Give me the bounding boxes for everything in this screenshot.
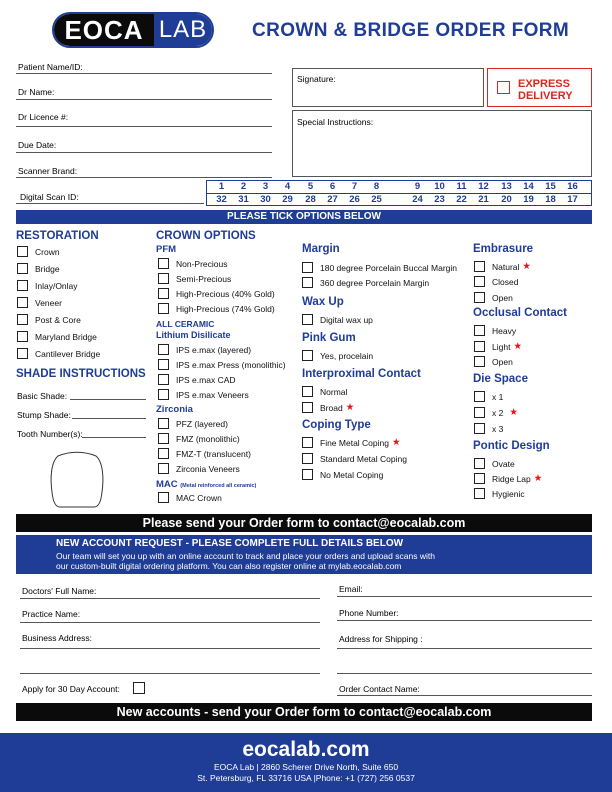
tooth-number: 24 — [412, 194, 423, 205]
lithium-option[interactable]: IPS e.max CAD — [158, 374, 236, 385]
restoration-option[interactable]: Cantilever Bridge — [17, 348, 100, 359]
restoration-option[interactable]: Veneer — [17, 297, 62, 308]
business-address-field-2[interactable] — [20, 673, 320, 674]
tooth-number: 20 — [501, 194, 512, 205]
new-accounts-send-bar: New accounts - send your Order form to contact@eocalab.com — [16, 703, 592, 721]
crown-options-heading: CROWN OPTIONS — [156, 230, 256, 242]
basic-shade-label: Basic Shade: — [17, 391, 68, 401]
tooth-number: 26 — [349, 194, 360, 205]
logo-lab-text: LAB — [154, 14, 212, 46]
tooth-number: 22 — [456, 194, 467, 205]
checkbox[interactable] — [17, 348, 28, 359]
checkbox[interactable] — [302, 277, 313, 288]
stump-shade-label: Stump Shade: — [17, 410, 71, 420]
occlusal-option[interactable]: Open — [474, 356, 513, 367]
checkbox[interactable] — [158, 359, 169, 370]
checkbox[interactable] — [474, 391, 485, 402]
coping-type-heading: Coping Type — [302, 419, 371, 431]
checkbox[interactable] — [158, 389, 169, 400]
checkbox[interactable] — [302, 262, 313, 273]
embrasure-option[interactable]: Open — [474, 292, 513, 303]
tooth-number-chart — [206, 180, 592, 206]
scanner-brand-label: Scanner Brand: — [18, 166, 78, 176]
coping-option[interactable]: No Metal Coping — [302, 469, 383, 480]
star-icon: ★ — [345, 402, 355, 413]
new-account-text-2: our custom-built digital ordering platform. You can also register online at mylab.eocalab.com — [56, 561, 402, 571]
express-label: EXPRESS — [518, 78, 570, 90]
tooth-number: 11 — [456, 181, 467, 192]
checkbox[interactable] — [474, 276, 485, 287]
checkbox[interactable] — [158, 258, 169, 269]
tooth-number: 30 — [260, 194, 271, 205]
new-account-banner — [16, 535, 592, 574]
interproximal-option[interactable]: Normal — [302, 386, 347, 397]
zirconia-subheading: Zirconia — [156, 404, 193, 415]
restoration-option[interactable]: Inlay/Onlay — [17, 280, 78, 291]
star-icon: ★ — [522, 261, 531, 272]
mac-note: (Metal reinforced all ceramic) — [180, 483, 257, 489]
express-delivery-box[interactable] — [487, 68, 592, 107]
tooth-outline-icon — [48, 450, 106, 510]
tooth-number: 4 — [284, 181, 291, 192]
wax-up-heading: Wax Up — [302, 296, 344, 308]
margin-option[interactable]: 180 degree Porcelain Buccal Margin — [302, 262, 457, 273]
tooth-number: 9 — [414, 181, 421, 192]
practice-name-label: Practice Name: — [22, 609, 81, 619]
checkbox[interactable] — [302, 453, 313, 464]
tooth-number: 13 — [501, 181, 512, 192]
die-space-option[interactable]: x 3 — [474, 423, 503, 434]
checkbox[interactable] — [474, 423, 485, 434]
zirconia-option[interactable]: FMZ (monolithic) — [158, 433, 240, 444]
tooth-number: 7 — [351, 181, 358, 192]
checkbox[interactable] — [302, 386, 313, 397]
restoration-option[interactable]: Crown — [17, 246, 60, 257]
tooth-number: 21 — [478, 194, 489, 205]
tooth-number: 6 — [329, 181, 336, 192]
tooth-number: 23 — [434, 194, 445, 205]
zirconia-option[interactable]: FMZ-T (translucent) — [158, 448, 251, 459]
checkbox[interactable] — [474, 292, 485, 303]
patient-name-field[interactable] — [16, 73, 272, 74]
lithium-option[interactable]: IPS e.max (layered) — [158, 344, 251, 355]
tooth-number: 32 — [216, 194, 227, 205]
lithium-option[interactable]: IPS e.max Press (monolithic) — [158, 359, 286, 370]
lithium-disilicate-subheading: Lithium Disilicate — [156, 330, 231, 340]
checkbox[interactable] — [474, 325, 485, 336]
shipping-address-label: Address for Shipping : — [339, 634, 423, 644]
special-instructions-box[interactable] — [292, 110, 592, 177]
tooth-number: 17 — [567, 194, 578, 205]
dr-name-field[interactable] — [16, 99, 272, 100]
checkbox[interactable] — [158, 344, 169, 355]
email-field[interactable] — [337, 596, 592, 597]
die-space-heading: Die Space — [473, 373, 528, 385]
patient-name-label: Patient Name/ID: — [18, 62, 83, 72]
footer — [0, 733, 612, 792]
checkbox[interactable] — [17, 314, 28, 325]
checkbox[interactable] — [158, 492, 169, 503]
tooth-number: 12 — [478, 181, 489, 192]
due-date-field[interactable] — [16, 152, 272, 153]
interproximal-heading: Interproximal Contact — [302, 368, 421, 380]
order-contact-field[interactable] — [337, 695, 592, 696]
checkbox[interactable] — [474, 341, 485, 352]
signature-label: Signature: — [297, 74, 336, 84]
checkbox[interactable] — [474, 407, 485, 418]
express-delivery-checkbox[interactable] — [497, 81, 510, 94]
due-date-label: Due Date: — [18, 140, 57, 150]
embrasure-heading: Embrasure — [473, 243, 534, 255]
pfm-option[interactable]: Semi-Precious — [158, 273, 231, 284]
occlusal-option[interactable]: Light ★ — [474, 341, 522, 352]
coping-option[interactable]: Fine Metal Coping ★ — [302, 437, 401, 448]
tooth-number: 3 — [262, 181, 269, 192]
signature-box[interactable] — [292, 68, 484, 107]
tooth-number-label: Tooth Number(s): — [17, 429, 83, 439]
all-ceramic-subheading: ALL CERAMIC — [156, 319, 215, 329]
footer-address: EOCA Lab | 2860 Scherer Drive North, Suite 650 — [213, 762, 399, 772]
wax-up-option[interactable]: Digital wax up — [302, 314, 373, 325]
star-icon: ★ — [509, 407, 518, 418]
footer-website[interactable]: eocalab.com — [242, 738, 370, 761]
checkbox[interactable] — [17, 280, 28, 291]
tooth-number: 25 — [371, 194, 382, 205]
dr-name-label: Dr Name: — [18, 87, 55, 97]
checkbox[interactable] — [158, 433, 169, 444]
stump-shade-field[interactable] — [72, 418, 146, 419]
die-space-option[interactable]: x 1 — [474, 391, 503, 402]
pfm-option[interactable]: Non-Precious — [158, 258, 228, 269]
send-order-bar: Please send your Order form to contact@eocalab.com — [16, 514, 592, 532]
tick-options-bar: PLEASE TICK OPTIONS BELOW — [16, 210, 592, 224]
pfm-option[interactable]: High-Precious (74% Gold) — [158, 303, 275, 314]
die-space-option[interactable]: x 2 ★ — [474, 407, 518, 418]
business-address-label: Business Address: — [22, 633, 92, 643]
basic-shade-field[interactable] — [70, 399, 146, 400]
tooth-number: 15 — [545, 181, 556, 192]
checkbox[interactable] — [302, 314, 313, 325]
dr-licence-field[interactable] — [16, 126, 272, 127]
checkbox[interactable] — [158, 374, 169, 385]
margin-heading: Margin — [302, 243, 340, 255]
tooth-number: 28 — [305, 194, 316, 205]
pfm-option[interactable]: High-Precious (40% Gold) — [158, 288, 275, 299]
new-account-heading: NEW ACCOUNT REQUEST - PLEASE COMPLETE FULL DETAILS BELOW — [56, 538, 404, 549]
checkbox[interactable] — [302, 469, 313, 480]
digital-scan-id-label: Digital Scan ID: — [20, 192, 79, 202]
tooth-number: 19 — [523, 194, 534, 205]
star-icon: ★ — [391, 437, 401, 448]
phone-number-label: Phone Number: — [339, 608, 399, 618]
checkbox[interactable] — [158, 288, 169, 299]
doctors-full-name-label: Doctors' Full Name: — [22, 586, 97, 596]
footer-contact: St. Petersburg, FL 33716 USA |Phone: +1 (727) 256 0537 — [197, 773, 415, 783]
shipping-address-field-2[interactable] — [337, 673, 592, 674]
tooth-number: 31 — [238, 194, 249, 205]
checkbox[interactable] — [158, 418, 169, 429]
tooth-number: 10 — [434, 181, 445, 192]
checkbox[interactable] — [302, 402, 313, 413]
zirconia-option[interactable]: Zirconia Veneers — [158, 463, 240, 474]
eoca-lab-logo — [52, 12, 214, 48]
business-address-field-1[interactable] — [20, 648, 320, 649]
checkbox[interactable] — [17, 331, 28, 342]
occlusal-option[interactable]: Heavy — [474, 325, 516, 336]
embrasure-option[interactable]: Closed — [474, 276, 518, 287]
restoration-option[interactable]: Maryland Bridge — [17, 331, 97, 342]
practice-name-field[interactable] — [20, 622, 320, 623]
delivery-label: DELIVERY — [518, 90, 573, 102]
tooth-number: 1 — [218, 181, 225, 192]
checkbox[interactable] — [474, 488, 485, 499]
checkbox[interactable] — [302, 350, 313, 361]
tooth-number: 14 — [523, 181, 534, 192]
mac-subheading: MAC (Metal reinforced all ceramic) — [156, 479, 257, 490]
restoration-option[interactable]: Bridge — [17, 263, 60, 274]
checkbox[interactable] — [17, 246, 28, 257]
tooth-number: 29 — [282, 194, 293, 205]
special-instructions-label: Special Instructions: — [297, 117, 374, 127]
checkbox[interactable] — [158, 463, 169, 474]
pfm-subheading: PFM — [156, 244, 177, 255]
dr-licence-label: Dr Licence #: — [18, 112, 69, 122]
tooth-number: 16 — [567, 181, 578, 192]
logo-eoca-text: EOCA — [54, 14, 154, 46]
zirconia-option[interactable]: PFZ (layered) — [158, 418, 228, 429]
pontic-option[interactable]: Hygienic — [474, 488, 525, 499]
star-icon: ★ — [513, 341, 522, 352]
scanner-brand-field[interactable] — [16, 177, 272, 178]
digital-scan-id-field[interactable] — [16, 203, 204, 204]
shipping-address-field-1[interactable] — [337, 648, 592, 649]
apply-30-day-checkbox[interactable] — [133, 682, 145, 694]
tooth-number: 5 — [307, 181, 314, 192]
checkbox[interactable] — [17, 263, 28, 274]
page-title: CROWN & BRIDGE ORDER FORM — [252, 20, 570, 41]
checkbox[interactable] — [158, 448, 169, 459]
pink-gum-heading: Pink Gum — [302, 332, 356, 344]
interproximal-option[interactable]: Broad ★ — [302, 402, 354, 413]
pink-gum-option[interactable]: Yes, procelain — [302, 350, 373, 361]
restoration-option[interactable]: Post & Core — [17, 314, 81, 325]
new-account-text-1: Our team will set you up with an online account to track and place your orders and upload scans with — [56, 551, 435, 561]
checkbox[interactable] — [158, 273, 169, 284]
checkbox[interactable] — [474, 261, 485, 272]
checkbox[interactable] — [17, 297, 28, 308]
pontic-option[interactable]: Ridge Lap ★ — [474, 473, 542, 484]
phone-number-field[interactable] — [337, 620, 592, 621]
star-icon: ★ — [533, 473, 543, 484]
order-contact-label: Order Contact Name: — [339, 684, 420, 694]
apply-30-day-label: Apply for 30 Day Account: — [22, 684, 120, 694]
pontic-option[interactable]: Ovate — [474, 458, 515, 469]
checkbox[interactable] — [158, 303, 169, 314]
restoration-heading: RESTORATION — [16, 230, 99, 242]
checkbox[interactable] — [302, 437, 313, 448]
margin-option[interactable]: 360 degree Porcelain Margin — [302, 277, 429, 288]
tooth-number-field[interactable] — [82, 437, 146, 438]
pontic-design-heading: Pontic Design — [473, 440, 550, 452]
embrasure-option[interactable]: Natural ★ — [474, 261, 531, 272]
checkbox[interactable] — [474, 458, 485, 469]
doctors-full-name-field[interactable] — [20, 598, 320, 599]
tooth-number: 2 — [240, 181, 247, 192]
shade-heading: SHADE INSTRUCTIONS — [16, 368, 146, 380]
tooth-number: 18 — [545, 194, 556, 205]
mac-option[interactable]: MAC Crown — [158, 492, 222, 503]
email-label: Email: — [339, 584, 363, 594]
tooth-number: 27 — [327, 194, 338, 205]
checkbox[interactable] — [474, 473, 485, 484]
checkbox[interactable] — [474, 356, 485, 367]
coping-option[interactable]: Standard Metal Coping — [302, 453, 407, 464]
occlusal-contact-heading: Occlusal Contact — [473, 307, 567, 319]
tooth-number: 8 — [373, 181, 380, 192]
lithium-option[interactable]: IPS e.max Veneers — [158, 389, 249, 400]
